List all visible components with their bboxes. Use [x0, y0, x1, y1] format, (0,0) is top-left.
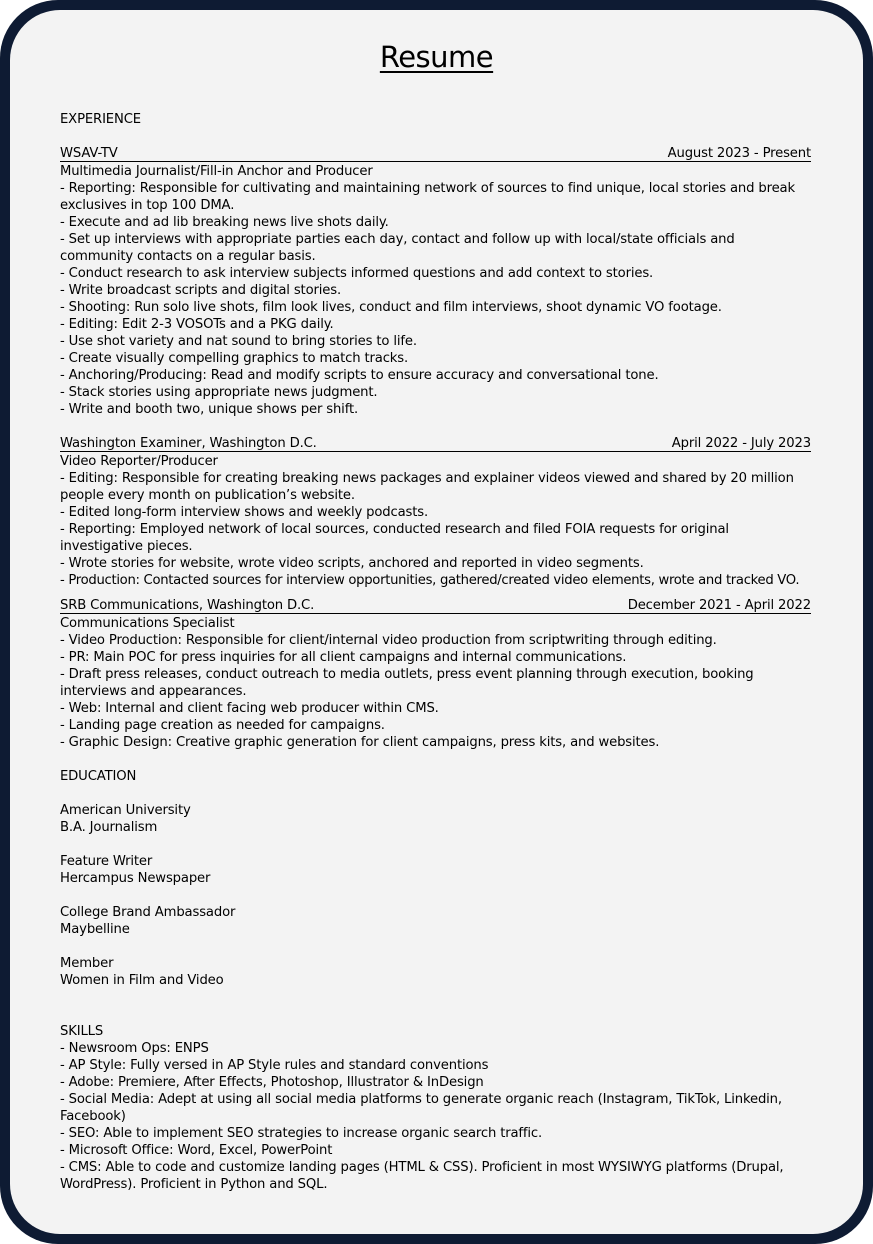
- job-bullet: - Anchoring/Producing: Read and modify scripts to ensure accuracy and conversational tone.: [60, 368, 659, 383]
- job-bullet: - Editing: Responsible for creating breaking news packages and explainer videos viewed and shared by 20 million people every month on publication’s website.: [60, 471, 794, 503]
- resume-content: [60, 111, 811, 1193]
- job-employer: WSAV-TV: [60, 146, 118, 161]
- job-bullet: - Edited long-form interview shows and weekly podcasts.: [60, 505, 429, 520]
- education-line: B.A. Journalism: [60, 820, 158, 835]
- education-line: American University: [60, 803, 191, 818]
- education-line: Hercampus Newspaper: [60, 871, 211, 886]
- job-dates: August 2023 - Present: [667, 146, 811, 161]
- job-bullet: - Reporting: Responsible for cultivating and maintaining network of sources to find unique, local stories and break exclusives in top 100 DMA.: [60, 181, 795, 213]
- education-line: Feature Writer: [60, 854, 153, 869]
- resume-sheet: [10, 10, 863, 1234]
- job-header: [60, 145, 811, 162]
- job-role: Multimedia Journalist/Fill-in Anchor and Producer: [60, 164, 373, 179]
- page-title: Resume: [379, 40, 494, 74]
- job-header: [60, 597, 811, 614]
- education-line: Women in Film and Video: [60, 973, 224, 988]
- job-bullet: - Stack stories using appropriate news judgment.: [60, 385, 378, 400]
- job-bullet: - Execute and ad lib breaking news live shots daily.: [60, 215, 389, 230]
- job-bullet: - Conduct research to ask interview subjects informed questions and add context to stories.: [60, 266, 654, 281]
- job-bullet: - Write broadcast scripts and digital stories.: [60, 283, 342, 298]
- education-heading: EDUCATION: [60, 769, 137, 784]
- education-entry: [60, 955, 811, 989]
- job-bullet: - Write and booth two, unique shows per shift.: [60, 402, 359, 417]
- skills-heading: SKILLS: [60, 1024, 104, 1039]
- job-bullet: - Graphic Design: Creative graphic generation for client campaigns, press kits, and websites.: [60, 735, 660, 750]
- job-employer: SRB Communications, Washington D.C.: [60, 598, 315, 613]
- job-bullet: - Landing page creation as needed for campaigns.: [60, 718, 385, 733]
- job-bullet: - Shooting: Run solo live shots, film look lives, conduct and film interviews, shoot dynamic VO footage.: [60, 300, 722, 315]
- job-header: [60, 435, 811, 452]
- experience-heading: EXPERIENCE: [60, 112, 141, 127]
- job-employer: Washington Examiner, Washington D.C.: [60, 436, 317, 451]
- job-role: Communications Specialist: [60, 616, 235, 631]
- job-role: Video Reporter/Producer: [60, 454, 218, 469]
- skill-item: - Newsroom Ops: ENPS: [60, 1041, 209, 1056]
- skill-item: - SEO: Able to implement SEO strategies to increase organic search traffic.: [60, 1126, 543, 1141]
- job-bullet: - Set up interviews with appropriate parties each day, contact and follow up with local/state officials and community contacts on a regular basis.: [60, 232, 735, 264]
- job-bullet: - Draft press releases, conduct outreach to media outlets, press event planning through execution, booking interviews and appearances.: [60, 667, 754, 699]
- education-entry: [60, 904, 811, 938]
- job-bullet: - Reporting: Employed network of local sources, conducted research and filed FOIA requests for original investigative pieces.: [60, 522, 729, 554]
- job-dates: April 2022 - July 2023: [671, 436, 811, 451]
- skill-item: - Social Media: Adept at using all social media platforms to generate organic reach (Instagram, TikTok, Linkedin, Facebook): [60, 1092, 782, 1124]
- education-line: College Brand Ambassador: [60, 905, 236, 920]
- education-line: Member: [60, 956, 114, 971]
- job-bullet: - Production: Contacted sources for interview opportunities, gathered/created video elements, wrote and tracked VO.: [60, 573, 800, 588]
- job-bullet: - Wrote stories for website, wrote video scripts, anchored and reported in video segments.: [60, 556, 644, 571]
- job-bullet: - Use shot variety and nat sound to bring stories to life.: [60, 334, 417, 349]
- skill-item: - AP Style: Fully versed in AP Style rules and standard conventions: [60, 1058, 489, 1073]
- job-bullet: - Editing: Edit 2-3 VOSOTs and a PKG daily.: [60, 317, 334, 332]
- skill-item: - Adobe: Premiere, After Effects, Photoshop, Illustrator & InDesign: [60, 1075, 484, 1090]
- job-entry: [60, 435, 811, 589]
- education-line: Maybelline: [60, 922, 130, 937]
- job-bullet: - Create visually compelling graphics to match tracks.: [60, 351, 409, 366]
- job-entry: [60, 597, 811, 751]
- education-entry: [60, 853, 811, 887]
- job-bullet: - Video Production: Responsible for client/internal video production from scriptwriting through editing.: [60, 633, 717, 648]
- job-entry: [60, 145, 811, 418]
- skill-item: - CMS: Able to code and customize landing pages (HTML & CSS). Proficient in most WYSIWYG platforms (Drupal, WordPress). Proficient in Python and SQL.: [60, 1160, 784, 1192]
- job-bullet: - PR: Main POC for press inquiries for all client campaigns and internal communications.: [60, 650, 627, 665]
- job-dates: December 2021 - April 2022: [627, 598, 811, 613]
- job-bullet: - Web: Internal and client facing web producer within CMS.: [60, 701, 439, 716]
- skill-item: - Microsoft Office: Word, Excel, PowerPoint: [60, 1143, 333, 1158]
- education-entry: [60, 802, 811, 836]
